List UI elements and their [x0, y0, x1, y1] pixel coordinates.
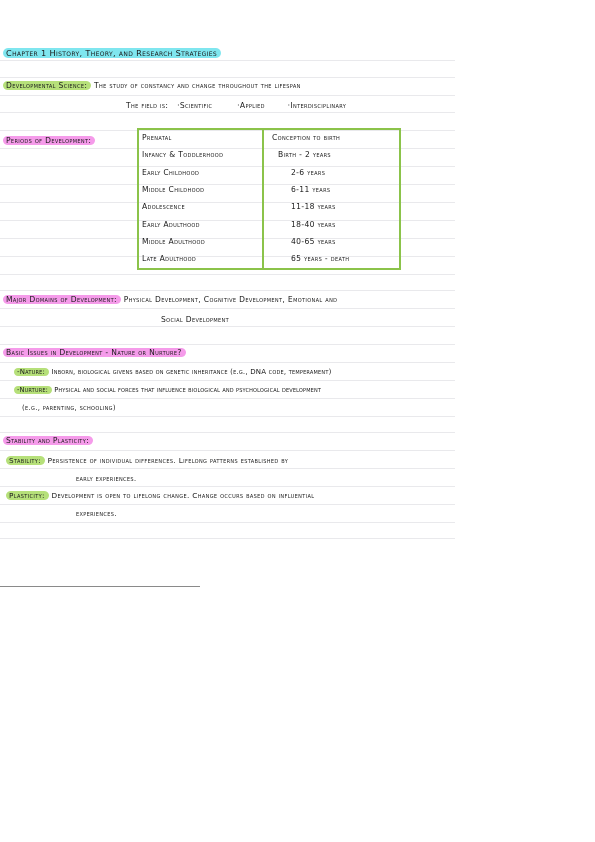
- ruled-line: [0, 290, 455, 291]
- period-row: [139, 251, 399, 269]
- period-stage: Early Childhood: [142, 167, 200, 177]
- period-row: [139, 165, 399, 183]
- nurture-line: [14, 385, 321, 395]
- nature-label: -Nature:: [14, 368, 49, 376]
- ruled-line: [0, 112, 455, 113]
- ruled-line: [0, 468, 455, 469]
- stability-text-2: early experiences.: [76, 474, 137, 483]
- stability-label: Stability:: [6, 456, 45, 465]
- ruled-line: [0, 326, 455, 327]
- ruled-line: [0, 538, 455, 539]
- period-row: [139, 182, 399, 200]
- period-stage: Early Adulthood: [142, 219, 200, 229]
- period-stage: Infancy & Toddlerhood: [142, 150, 224, 160]
- stability-plasticity-block: [3, 436, 93, 446]
- nurture-text: Physical and social forces that influence biological and psychological development: [54, 386, 322, 394]
- period-row: [139, 234, 399, 252]
- nature-line: [14, 367, 332, 377]
- field-item-interdisciplinary: ·Interdisciplinary: [287, 101, 347, 110]
- period-row: [139, 130, 399, 148]
- period-stage: Middle Childhood: [142, 184, 205, 194]
- ruled-line: [0, 416, 455, 417]
- ruled-line: [0, 274, 455, 275]
- basic-issues-label: Basic Issues in Development - Nature or Nurture?: [3, 348, 186, 357]
- period-range: 18-40 years: [291, 219, 336, 229]
- ruled-line: [0, 77, 455, 78]
- period-range: 11-18 years: [291, 202, 336, 212]
- periods-label-block: [3, 136, 95, 146]
- field-item-applied: ·Applied: [237, 101, 265, 110]
- field-item-scientific: ·Scientific: [177, 101, 213, 110]
- nature-text: Inborn, biological givens based on genetic inheritance (e.g., DNA code, temperament): [51, 368, 332, 376]
- period-range: Birth - 2 years: [278, 150, 331, 160]
- dev-science-line: [3, 81, 301, 91]
- period-range: 40-65 years: [291, 236, 336, 246]
- domains-text-2: Social Development: [161, 315, 230, 324]
- period-row: [139, 147, 399, 165]
- chapter-title: Chapter 1 History, Theory, and Research Strategies: [3, 48, 221, 58]
- ruled-line: [0, 522, 455, 523]
- period-row: [139, 199, 399, 217]
- period-stage: Prenatal: [142, 133, 172, 142]
- chapter-title-block: [3, 48, 221, 58]
- plasticity-text: Development is open to lifelong change. Change occurs based on influential: [51, 491, 315, 500]
- basic-issues-block: [3, 348, 186, 358]
- period-stage: Late Adulthood: [142, 254, 197, 264]
- ruled-line: [0, 398, 455, 399]
- domains-label: Major Domains of Development:: [3, 295, 121, 304]
- period-row: [139, 217, 399, 235]
- ruled-line: [0, 95, 455, 96]
- plasticity-label: Plasticity:: [6, 491, 49, 500]
- stability-line: [6, 456, 288, 466]
- nurture-label: -Nurture:: [14, 386, 52, 394]
- domains-line: [3, 295, 337, 305]
- period-stage: Adolescence: [142, 202, 185, 212]
- dev-science-term: Developmental Science:: [3, 81, 91, 90]
- ruled-line: [0, 486, 455, 487]
- footnote-rule: [0, 586, 200, 587]
- field-prefix: The field is:: [126, 101, 169, 110]
- period-range: 6-11 years: [291, 184, 331, 194]
- ruled-line: [0, 308, 455, 309]
- ruled-line: [0, 504, 455, 505]
- plasticity-text-2: experiences.: [76, 509, 117, 518]
- period-range: 65 years - death: [291, 254, 350, 264]
- plasticity-line: [6, 491, 314, 501]
- domains-text: Physical Development, Cognitive Development, Emotional and: [123, 295, 338, 304]
- ruled-line: [0, 362, 455, 363]
- ruled-line: [0, 344, 455, 345]
- ruled-line: [0, 450, 455, 451]
- period-stage: Middle Adulthood: [142, 236, 206, 246]
- period-range: 2-6 years: [291, 167, 326, 177]
- ruled-line: [0, 432, 455, 433]
- periods-label: Periods of Development:: [3, 136, 95, 145]
- periods-table: [137, 128, 401, 270]
- ruled-line: [0, 60, 455, 61]
- period-range: Conception to birth: [272, 133, 341, 142]
- stability-plasticity-label: Stability and Plasticity:: [3, 436, 93, 445]
- nurture-text-2: (e.g., parenting, schooling): [22, 404, 116, 412]
- ruled-line: [0, 380, 455, 381]
- stability-text: Persistence of individual differences. Lifelong patterns established by: [47, 456, 289, 465]
- field-line: [126, 101, 346, 111]
- dev-science-definition: The study of constancy and change throughout the lifespan: [94, 81, 301, 90]
